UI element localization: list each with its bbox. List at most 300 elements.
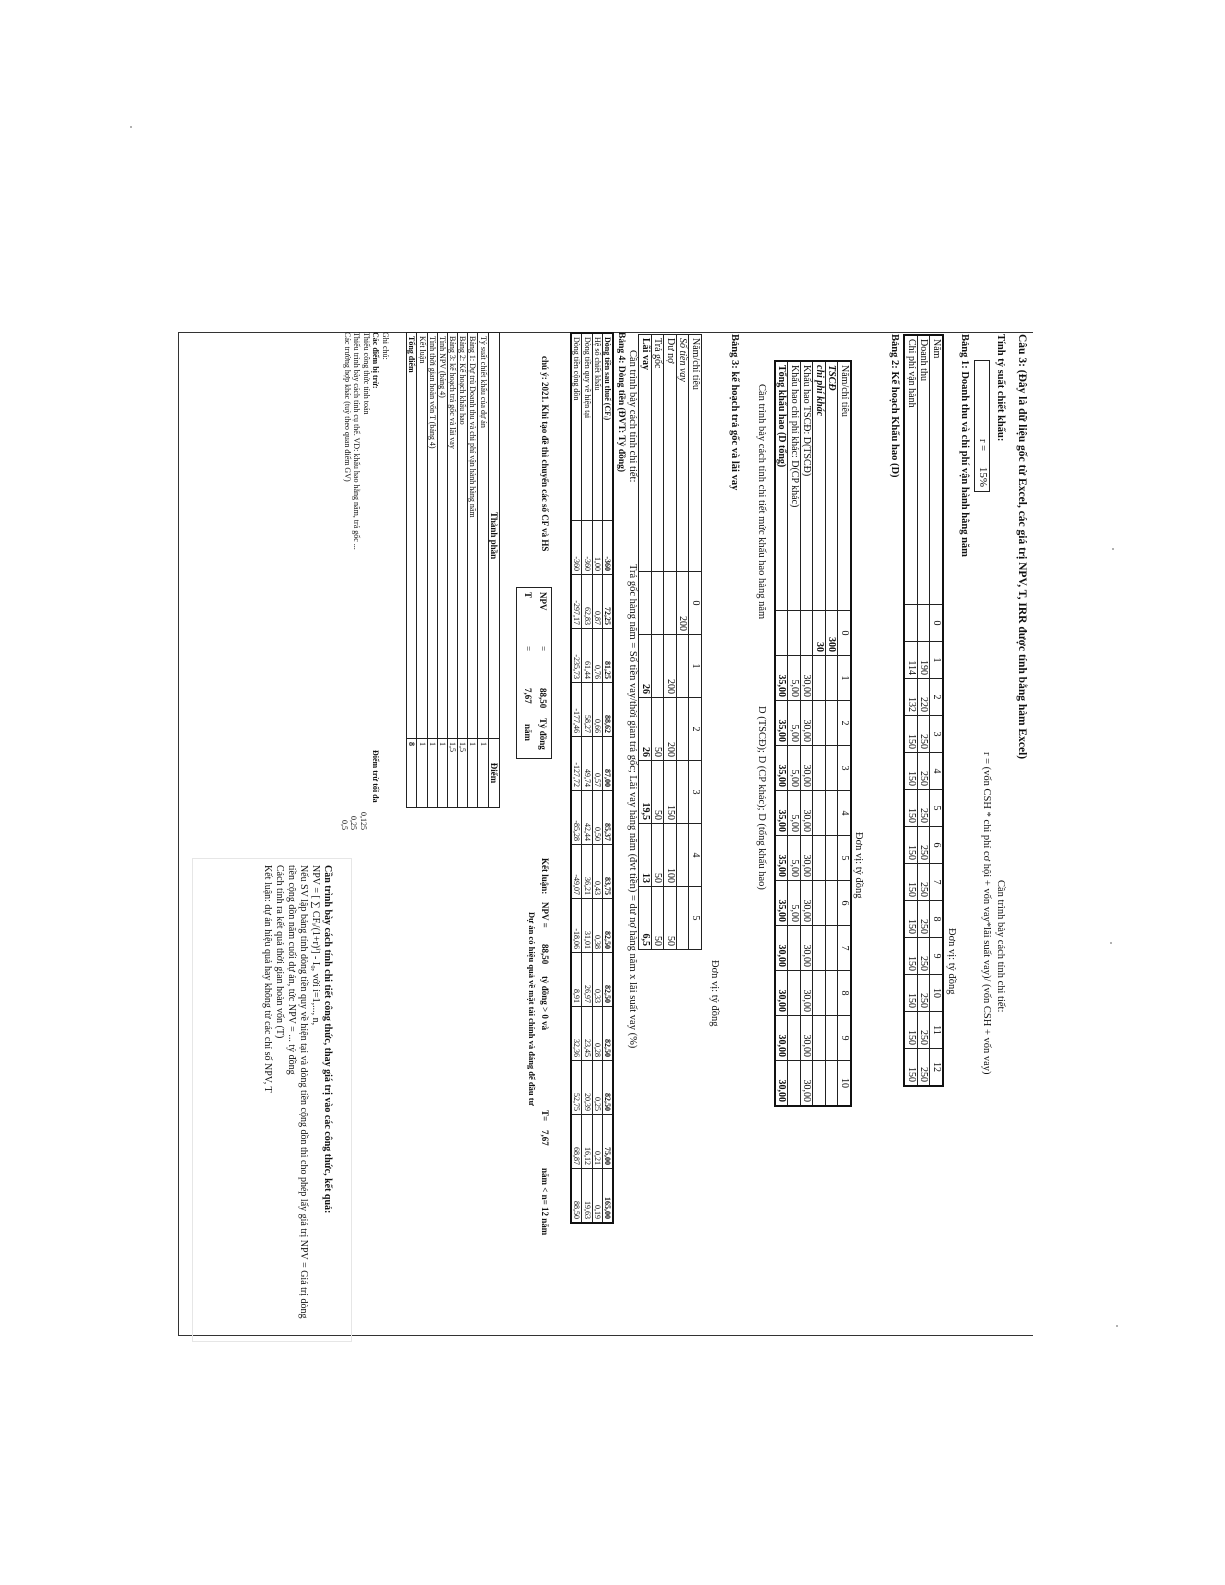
col-component: Thành phần (488, 333, 499, 739)
value-cell: 82,50 (602, 899, 613, 953)
year-cell: 3 (689, 761, 702, 824)
value-cell: 35,00 (775, 791, 788, 836)
value-cell (677, 824, 690, 887)
value-cell: 0,38 (592, 899, 602, 953)
scan-speck (1110, 942, 1112, 944)
value-cell (788, 971, 801, 1016)
value-cell: 0,57 (592, 737, 602, 791)
row-label: Chi phí vận hành (905, 335, 918, 605)
value-cell: 35,00 (775, 746, 788, 791)
table3-note-right: Trả gốc hàng năm = Số tiền vay/thời gian trả gốc; Lãi vay hàng năm (đvt tiền) = dư nợ hàng năm x lãi suất vay (%) (627, 564, 638, 1049)
score-label: Bảng 3: kế hoạch trả gốc và lãi vay (447, 333, 457, 739)
table-row (602, 333, 613, 1223)
value-cell: 250 (918, 975, 931, 1012)
score-row (478, 333, 488, 808)
value-cell: 32,36 (571, 1007, 582, 1061)
value-cell: 0,25 (592, 1061, 602, 1115)
table2-note-left: Cần trình bày cách tính chi tiết mức khấu hao hàng năm (756, 384, 767, 620)
score-label: Bảng 1: Dự trù Doanh thu và chi phí vận hành hàng năm (468, 333, 478, 739)
deductions-scores (339, 790, 368, 830)
value-cell: 150 (905, 1049, 918, 1087)
value-cell (826, 1061, 839, 1107)
value-cell: 30,00 (801, 1016, 814, 1061)
value-cell (788, 1061, 801, 1107)
score-row (407, 333, 417, 808)
score-value: 8 (407, 739, 417, 808)
value-cell (813, 746, 826, 791)
value-cell (813, 1061, 826, 1107)
value-cell: 200 (664, 635, 677, 698)
value-cell: 132 (905, 679, 918, 716)
deduction-score: 0,125 (359, 812, 368, 830)
t-value: 7,67 (523, 688, 533, 704)
header-row (689, 335, 702, 950)
row-label: Dòng tiền quy về hiện tại (582, 333, 592, 521)
year-cell: 3 (930, 716, 943, 753)
table-row (826, 361, 839, 1106)
value-cell (813, 791, 826, 836)
value-cell: 0,50 (592, 791, 602, 845)
deductions-title: Ghi chú: (381, 332, 390, 360)
value-cell: 75,00 (602, 1115, 613, 1169)
table-row (652, 335, 665, 950)
discount-label: Tính tỷ suất chiết khấu: (995, 334, 1006, 442)
value-cell: -18,06 (571, 899, 582, 953)
value-cell (775, 611, 788, 656)
value-cell: 150 (905, 790, 918, 827)
value-cell (639, 572, 652, 635)
scan-speck (1116, 1325, 1118, 1327)
table1-title: Bảng 1: Doanh thu và chi phí vận hành hằng năm (959, 334, 970, 557)
row-label: Dòng tiền sau thuế (CFᵢ) (602, 333, 613, 521)
value-cell: 26 (639, 698, 652, 761)
value-cell: 49,74 (582, 737, 592, 791)
value-cell: 35,00 (775, 656, 788, 701)
row-label: Khấu hao TSCĐ: D(TSCĐ) (801, 361, 814, 611)
value-cell: 250 (918, 753, 931, 790)
year-cell: 8 (838, 971, 851, 1016)
value-cell (826, 971, 839, 1016)
year-cell: 4 (838, 791, 851, 836)
t-label: T (523, 592, 533, 599)
table3-unit: Đơn vị: tỷ đồng (709, 960, 720, 1027)
value-cell: 1,00 (592, 521, 602, 575)
value-cell: 20,39 (582, 1061, 592, 1115)
year-cell: 11 (930, 1012, 943, 1049)
value-cell: 35,00 (775, 836, 788, 881)
value-cell: -177,46 (571, 683, 582, 737)
value-cell (788, 1016, 801, 1061)
value-cell: 250 (918, 716, 931, 753)
t-unit: năm (523, 724, 533, 742)
value-cell: 30,00 (775, 1061, 788, 1107)
table-row (788, 361, 801, 1106)
deduction-label: Các trường hợp khác (tuỳ theo quan điểm GV) (342, 332, 352, 482)
value-cell: 72,25 (602, 575, 613, 629)
year-cell: 10 (838, 1061, 851, 1107)
npv-eq: = (538, 646, 548, 652)
conclusion-npv-value: 88,50 (540, 944, 550, 965)
table-row (582, 333, 592, 1223)
value-cell: 250 (918, 864, 931, 901)
value-cell: -360 (582, 521, 592, 575)
year-cell: 7 (930, 864, 943, 901)
value-cell: 250 (918, 1049, 931, 1087)
value-cell: 50 (652, 698, 665, 761)
table2-title: Bảng 2: Kế hoạch Khấu hao (D) (889, 334, 900, 478)
value-cell (826, 1016, 839, 1061)
value-cell: 150 (905, 716, 918, 753)
value-cell: 150 (905, 901, 918, 938)
value-cell: 5,00 (788, 746, 801, 791)
score-row (468, 333, 478, 808)
value-cell (677, 698, 690, 761)
value-cell: 200 (664, 698, 677, 761)
value-cell: 82,50 (602, 953, 613, 1007)
explain-formula: r = (vốn CSH * chi phí cơ hội + vốn vay*lãi suất vay)/ (vốn CSH + vốn vay) (981, 752, 992, 1075)
value-cell: -360 (602, 521, 613, 575)
value-cell (813, 926, 826, 971)
header-label: Năm/chỉ tiêu (838, 361, 851, 611)
score-label: Tính thời gian hoàn vốn T (bảng 4) (427, 333, 437, 739)
table-row (813, 361, 826, 1106)
value-cell (826, 656, 839, 701)
value-cell: 16,12 (582, 1115, 592, 1169)
value-cell: -235,73 (571, 629, 582, 683)
scan-speck (130, 126, 132, 128)
table-row (664, 335, 677, 950)
guidance-line: Kết luận: dự án hiệu quả hay không từ các chỉ số NPV, T (262, 865, 273, 1093)
value-cell: 26 (639, 635, 652, 698)
table1-unit: Đơn vị: tỷ đồng (946, 928, 957, 995)
table2 (774, 360, 852, 1107)
conclusion-label: Kết luận: (540, 858, 550, 895)
deduction-score: 0,25 (349, 816, 359, 830)
value-cell: 30,00 (801, 926, 814, 971)
row-label: Dư nợ (664, 335, 677, 572)
value-cell: 13 (639, 824, 652, 887)
score-label: Tính NPV (bảng 4) (437, 333, 447, 739)
results-box (516, 587, 552, 759)
row-label: Trả gốc (652, 335, 665, 572)
score-label: Tỷ suất chiết khấu của dự án (478, 333, 488, 739)
value-cell: 23,45 (582, 1007, 592, 1061)
value-cell (677, 635, 690, 698)
col-score: Điểm (488, 739, 499, 808)
score-label: Kết luận (417, 333, 427, 739)
header-row (930, 335, 943, 1086)
table4-title: Bảng 4: Dòng tiền (ĐVT: Tỷ đồng) (616, 332, 626, 473)
score-value: 1 (478, 739, 488, 808)
year-cell: 1 (838, 656, 851, 701)
table3-title: Bảng 3: kế hoạch trả gốc và lãi vay (729, 334, 740, 491)
value-cell (826, 836, 839, 881)
value-cell (918, 605, 931, 642)
value-cell: 0,19 (592, 1169, 602, 1224)
conclusion-t-text: năm < n= 12 năm (540, 1168, 550, 1236)
score-value: 1 (437, 739, 447, 808)
score-row (458, 333, 468, 808)
value-cell: 61,44 (582, 629, 592, 683)
score-label: Bảng 2: Kế hoạch khấu hao (458, 333, 468, 739)
value-cell: 85,37 (602, 791, 613, 845)
value-cell: 87,00 (602, 737, 613, 791)
row-label: Khấu hao chi phí khác: D(CP khác) (788, 361, 801, 611)
year-cell: 2 (838, 701, 851, 746)
guidance-panel (192, 858, 352, 1342)
value-cell: 30,00 (801, 746, 814, 791)
row-label: Số tiền vay (677, 335, 690, 572)
scoring-table (406, 332, 500, 808)
value-cell: 31,01 (582, 899, 592, 953)
rotated-page (178, 332, 1032, 1334)
value-cell: 114 (905, 642, 918, 679)
value-cell (905, 605, 918, 642)
year-cell: 2 (689, 698, 702, 761)
year-cell: 8 (930, 901, 943, 938)
year-cell: 7 (838, 926, 851, 971)
value-cell: 30 (813, 611, 826, 656)
conclusion-npv-text: tỷ đồng > 0 và (540, 976, 550, 1031)
row-label: Doanh thu (918, 335, 931, 605)
value-cell: 0,33 (592, 953, 602, 1007)
value-cell: 30,00 (775, 1016, 788, 1061)
value-cell: 30,00 (775, 971, 788, 1016)
value-cell: 0,28 (592, 1007, 602, 1061)
score-value: 1,5 (447, 739, 457, 808)
explain-title: Cần trình bày cách tính chi tiết: (995, 880, 1006, 1013)
value-cell: 8,91 (571, 953, 582, 1007)
conclusion-t: T= (540, 1110, 550, 1122)
row-label: Dòng tiền cộng dồn (571, 333, 582, 521)
table-row (918, 335, 931, 1086)
value-cell (813, 1016, 826, 1061)
value-cell: 50 (652, 887, 665, 950)
header-label: Năm (930, 335, 943, 605)
value-cell: 35,00 (775, 701, 788, 746)
value-cell (677, 887, 690, 950)
year-cell: 0 (838, 611, 851, 656)
row-label: Tổng khấu hao (D tổng) (775, 361, 788, 611)
score-value: 1 (427, 739, 437, 808)
value-cell (801, 611, 814, 656)
year-cell: 4 (689, 824, 702, 887)
value-cell: 30,00 (801, 836, 814, 881)
value-cell (826, 746, 839, 791)
year-cell: 9 (930, 938, 943, 975)
score-label: Tổng điểm (407, 333, 417, 739)
value-cell (813, 656, 826, 701)
conclusion-line2: Dự án có hiệu quả về mặt tài chính và đáng để đầu tư (527, 912, 537, 1106)
table-row (775, 361, 788, 1106)
value-cell: 6,5 (639, 887, 652, 950)
value-cell (813, 701, 826, 746)
value-cell: 0,21 (592, 1115, 602, 1169)
year-cell: 0 (689, 572, 702, 635)
value-cell: 30,00 (801, 656, 814, 701)
deductions-subtitle: Các điểm bị trừ: (371, 332, 381, 389)
value-cell: 30,00 (801, 791, 814, 836)
year-cell: 5 (930, 790, 943, 827)
table2-unit: Đơn vị: tỷ đồng (853, 832, 864, 899)
table-row (677, 335, 690, 950)
header-label: Năm/chỉ tiêu (689, 335, 702, 572)
npv-value: 88,50 (538, 688, 548, 709)
value-cell: 35,00 (775, 881, 788, 926)
value-cell (826, 701, 839, 746)
value-cell (677, 761, 690, 824)
guidance-title: Cần trình bày cách tính chi tiết công thức, thay giá trị vào các công thức, kết quả: (322, 865, 333, 1214)
row-label: chi phí khác (813, 361, 826, 611)
value-cell: 30,00 (801, 1061, 814, 1107)
value-cell: 150 (905, 753, 918, 790)
value-cell: 88,50 (571, 1169, 582, 1224)
year-cell: 0 (930, 605, 943, 642)
value-cell: 83,75 (602, 845, 613, 899)
value-cell: -360 (571, 521, 582, 575)
value-cell: 68,87 (571, 1115, 582, 1169)
value-cell: 150 (905, 864, 918, 901)
value-cell: 0,87 (592, 575, 602, 629)
value-cell: 19,63 (582, 1169, 592, 1224)
r-box (974, 360, 990, 492)
guidance-line: NPV = [ ∑ CFᵢ/(1+r)ⁱ] - I₀, với i=1,..., n, (310, 865, 321, 1026)
score-row (437, 333, 447, 808)
year-cell: 2 (930, 679, 943, 716)
value-cell (652, 635, 665, 698)
deductions-block (342, 332, 390, 550)
value-cell: 150 (905, 975, 918, 1012)
value-cell: 0,76 (592, 629, 602, 683)
score-row (427, 333, 437, 808)
value-cell: 150 (905, 827, 918, 864)
year-cell: 6 (838, 881, 851, 926)
value-cell: -297,17 (571, 575, 582, 629)
value-cell: 50 (652, 824, 665, 887)
value-cell: 250 (918, 901, 931, 938)
table-row (905, 335, 918, 1086)
value-cell: 30,00 (801, 971, 814, 1016)
value-cell: 150 (664, 761, 677, 824)
year-cell: 5 (838, 836, 851, 881)
value-cell: 0,66 (592, 683, 602, 737)
value-cell (826, 926, 839, 971)
table-row (592, 333, 602, 1223)
score-row (417, 333, 427, 808)
value-cell (813, 881, 826, 926)
value-cell (813, 836, 826, 881)
score-row (447, 333, 457, 808)
conclusion-npv: NPV = (540, 902, 550, 928)
value-cell: 50 (652, 761, 665, 824)
guidance-line: Nếu SV lập bảng tính dòng tiền quy về hiện tại và dòng tiền cộng dồn thì cho phép lấy giá trị NPV = Giá trị dòng tiền cộng dồn năm cuối dự án, tức NPV = ... tỷ đồng (286, 865, 309, 1319)
table-row (639, 335, 652, 950)
deduction-score: 0,5 (339, 820, 349, 830)
row-label: TSCĐ (826, 361, 839, 611)
value-cell (788, 926, 801, 971)
value-cell: 26,97 (582, 953, 592, 1007)
value-cell: 5,00 (788, 791, 801, 836)
value-cell: 62,83 (582, 575, 592, 629)
value-cell: 52,75 (571, 1061, 582, 1115)
deduction-label: Thiếu trình bày cách tính cụ thể. VD: khấu hao hằng năm, trả gốc ... (352, 332, 362, 550)
header-row (838, 361, 851, 1106)
table-row (571, 333, 582, 1223)
table4 (570, 332, 614, 1224)
value-cell: 30,00 (801, 701, 814, 746)
value-cell: 81,25 (602, 629, 613, 683)
value-cell: 150 (905, 1012, 918, 1049)
value-cell: 30,00 (801, 881, 814, 926)
npv-label: NPV (538, 592, 548, 611)
value-cell: 19,5 (639, 761, 652, 824)
value-cell: 5,00 (788, 656, 801, 701)
r-value: 15% (977, 466, 989, 487)
value-cell: -127,72 (571, 737, 582, 791)
value-cell: 42,44 (582, 791, 592, 845)
table3 (639, 334, 703, 950)
value-cell: -49,07 (571, 845, 582, 899)
value-cell (788, 611, 801, 656)
value-cell: 250 (918, 1012, 931, 1049)
value-cell: 165,00 (602, 1169, 613, 1224)
year-cell: 6 (930, 827, 943, 864)
value-cell: 36,21 (582, 845, 592, 899)
value-cell: 300 (826, 611, 839, 656)
value-cell (826, 791, 839, 836)
value-cell: 100 (664, 824, 677, 887)
results-note: chú ý: 2021. Khi tạo đề thì chuyển các số CF và HS (540, 356, 550, 552)
year-cell: 1 (689, 635, 702, 698)
value-cell: 88,62 (602, 683, 613, 737)
value-cell: 30,00 (775, 926, 788, 971)
score-value: 1 (468, 739, 478, 808)
value-cell: 82,50 (602, 1007, 613, 1061)
score-value: 1 (417, 739, 427, 808)
year-cell: 10 (930, 975, 943, 1012)
year-cell: 12 (930, 1049, 943, 1087)
value-cell (813, 971, 826, 1016)
row-label: Hệ số chiết khấu (592, 333, 602, 521)
table2-note-right: D (TSCĐ); D (CP khác); D (tổng khấu hao) (756, 706, 767, 890)
value-cell: 50 (664, 887, 677, 950)
value-cell (664, 572, 677, 635)
value-cell: 190 (918, 642, 931, 679)
deduction-label: Thiếu công thức tính toán (361, 332, 371, 415)
t-eq: = (523, 646, 533, 652)
value-cell: 5,00 (788, 701, 801, 746)
value-cell (652, 572, 665, 635)
year-cell: 1 (930, 642, 943, 679)
table-row (801, 361, 814, 1106)
value-cell: 5,00 (788, 881, 801, 926)
value-cell: 58,27 (582, 683, 592, 737)
score-value: 1,5 (458, 739, 468, 808)
guidance-line: Cách tính ra kết quả thời gian hoàn vốn (T) (274, 865, 285, 1039)
scan-speck (1112, 548, 1114, 550)
row-label: Lãi vay (639, 335, 652, 572)
value-cell: 250 (918, 827, 931, 864)
r-label: r = (977, 439, 988, 452)
value-cell: 150 (905, 938, 918, 975)
value-cell: 82,50 (602, 1061, 613, 1115)
year-cell: 9 (838, 1016, 851, 1061)
value-cell: 250 (918, 938, 931, 975)
value-cell: 250 (918, 790, 931, 827)
table1 (904, 334, 945, 1087)
deductions-max-label: Điểm trừ tối đa (371, 750, 380, 803)
conclusion-t-value: 7,67 (540, 1130, 550, 1146)
